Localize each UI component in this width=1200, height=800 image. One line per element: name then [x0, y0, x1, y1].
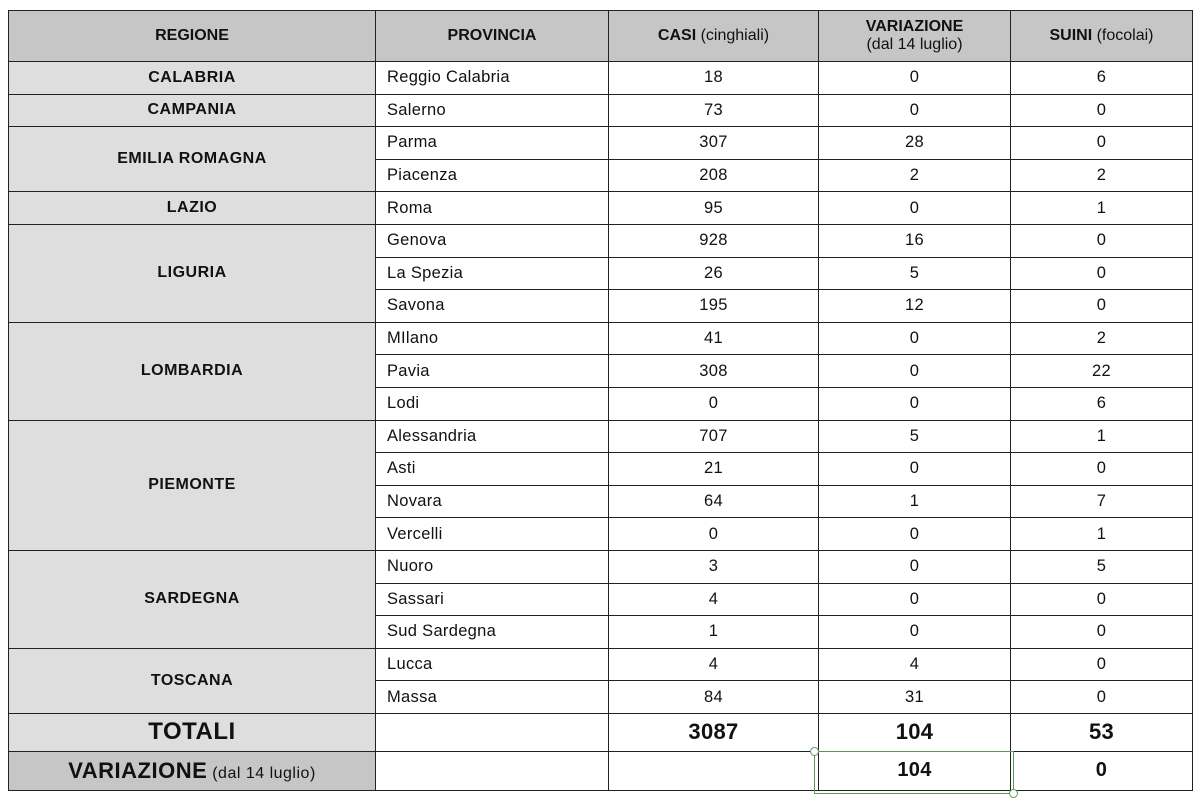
provincia-cell[interactable]: Nuoro [376, 550, 609, 583]
suini-cell[interactable]: 1 [1011, 420, 1193, 453]
table-row [9, 192, 1193, 225]
header-row [9, 11, 1193, 62]
variazione-cell[interactable]: 16 [819, 224, 1011, 257]
suini-cell[interactable]: 1 [1011, 192, 1193, 225]
provincia-cell[interactable]: Sud Sardegna [376, 616, 609, 649]
region-cell[interactable]: EMILIA ROMAGNA [9, 127, 376, 192]
casi-cell[interactable]: 26 [609, 257, 819, 290]
casi-cell[interactable]: 0 [609, 518, 819, 551]
region-cell[interactable]: LOMBARDIA [9, 322, 376, 420]
casi-cell[interactable]: 707 [609, 420, 819, 453]
casi-cell[interactable]: 307 [609, 127, 819, 160]
casi-cell[interactable]: 4 [609, 648, 819, 681]
suini-cell[interactable]: 22 [1011, 355, 1193, 388]
casi-cell[interactable]: 3 [609, 550, 819, 583]
region-cell[interactable]: TOSCANA [9, 648, 376, 713]
table-row [9, 550, 1193, 583]
casi-cell[interactable]: 21 [609, 453, 819, 486]
region-cell[interactable]: LIGURIA [9, 224, 376, 322]
suini-cell[interactable]: 0 [1011, 648, 1193, 681]
region-cell[interactable]: PIEMONTE [9, 420, 376, 550]
provincia-cell[interactable]: Asti [376, 453, 609, 486]
provincia-cell[interactable]: Novara [376, 485, 609, 518]
casi-cell[interactable]: 208 [609, 159, 819, 192]
table-row [9, 648, 1193, 681]
table-body [9, 62, 1193, 791]
suini-cell[interactable]: 0 [1011, 257, 1193, 290]
suini-cell[interactable]: 0 [1011, 290, 1193, 323]
header-regione: REGIONE [9, 11, 376, 62]
variazione-cell[interactable]: 0 [819, 550, 1011, 583]
provincia-cell[interactable]: Lucca [376, 648, 609, 681]
asf-cases-table [8, 10, 1193, 791]
variazione-label: VARIAZIONE (dal 14 luglio) [9, 751, 376, 790]
table-row [9, 420, 1193, 453]
casi-cell[interactable]: 195 [609, 290, 819, 323]
totali-row [9, 713, 1193, 751]
casi-cell[interactable]: 41 [609, 322, 819, 355]
region-cell[interactable]: SARDEGNA [9, 550, 376, 648]
suini-cell[interactable]: 0 [1011, 453, 1193, 486]
table-row [9, 94, 1193, 127]
variazione-provincia[interactable] [376, 751, 609, 790]
suini-cell[interactable]: 0 [1011, 681, 1193, 714]
header-suini: SUINI (focolai) [1011, 11, 1193, 62]
suini-cell[interactable]: 0 [1011, 583, 1193, 616]
suini-cell[interactable]: 0 [1011, 94, 1193, 127]
casi-cell[interactable]: 64 [609, 485, 819, 518]
header-variazione: VARIAZIONE (dal 14 luglio) [819, 11, 1011, 62]
provincia-cell[interactable]: Alessandria [376, 420, 609, 453]
provincia-cell[interactable]: Sassari [376, 583, 609, 616]
table-row [9, 322, 1193, 355]
suini-cell[interactable]: 1 [1011, 518, 1193, 551]
provincia-cell[interactable]: Roma [376, 192, 609, 225]
variazione-cell[interactable]: 0 [819, 616, 1011, 649]
provincia-cell[interactable]: MIlano [376, 322, 609, 355]
suini-cell[interactable]: 6 [1011, 62, 1193, 95]
variazione-row [9, 751, 1193, 790]
variazione-cell[interactable]: 0 [819, 62, 1011, 95]
provincia-cell[interactable]: Vercelli [376, 518, 609, 551]
suini-cell[interactable]: 0 [1011, 224, 1193, 257]
suini-cell[interactable]: 0 [1011, 616, 1193, 649]
provincia-cell[interactable]: La Spezia [376, 257, 609, 290]
totali-suini[interactable]: 53 [1011, 713, 1193, 751]
provincia-cell[interactable]: Piacenza [376, 159, 609, 192]
casi-cell[interactable]: 0 [609, 387, 819, 420]
casi-cell[interactable]: 18 [609, 62, 819, 95]
casi-cell[interactable]: 308 [609, 355, 819, 388]
suini-cell[interactable]: 5 [1011, 550, 1193, 583]
table-row [9, 127, 1193, 160]
totali-casi[interactable]: 3087 [609, 713, 819, 751]
provincia-cell[interactable]: Parma [376, 127, 609, 160]
variazione-cell[interactable]: 31 [819, 681, 1011, 714]
provincia-cell[interactable]: Salerno [376, 94, 609, 127]
provincia-cell[interactable]: Savona [376, 290, 609, 323]
casi-cell[interactable]: 4 [609, 583, 819, 616]
variazione-cell[interactable]: 0 [819, 322, 1011, 355]
casi-cell[interactable]: 928 [609, 224, 819, 257]
variazione-cell[interactable]: 0 [819, 518, 1011, 551]
variazione-cell[interactable]: 0 [819, 355, 1011, 388]
variazione-cell[interactable]: 2 [819, 159, 1011, 192]
variazione-cell[interactable]: 0 [819, 94, 1011, 127]
provincia-cell[interactable]: Reggio Calabria [376, 62, 609, 95]
suini-cell[interactable]: 2 [1011, 322, 1193, 355]
provincia-cell[interactable]: Lodi [376, 387, 609, 420]
suini-cell[interactable]: 2 [1011, 159, 1193, 192]
variazione-cell[interactable]: 0 [819, 192, 1011, 225]
variazione-cell[interactable]: 12 [819, 290, 1011, 323]
region-cell[interactable]: CALABRIA [9, 62, 376, 95]
table-row [9, 224, 1193, 257]
casi-cell[interactable]: 95 [609, 192, 819, 225]
header-provincia: PROVINCIA [376, 11, 609, 62]
region-cell[interactable]: LAZIO [9, 192, 376, 225]
totali-provincia[interactable] [376, 713, 609, 751]
casi-cell[interactable]: 84 [609, 681, 819, 714]
variazione-suini[interactable]: 0 [1011, 751, 1193, 790]
variazione-cell[interactable]: 4 [819, 648, 1011, 681]
totali-variazione[interactable]: 104 [819, 713, 1011, 751]
provincia-cell[interactable]: Massa [376, 681, 609, 714]
table-row [9, 62, 1193, 95]
variazione-cell[interactable]: 0 [819, 387, 1011, 420]
variazione-cell[interactable]: 5 [819, 420, 1011, 453]
variazione-cell[interactable]: 5 [819, 257, 1011, 290]
provincia-cell[interactable]: Pavia [376, 355, 609, 388]
provincia-cell[interactable]: Genova [376, 224, 609, 257]
variazione-cell[interactable]: 0 [819, 453, 1011, 486]
variazione-cell[interactable]: 28 [819, 127, 1011, 160]
variazione-variazione-cell[interactable]: 104 [819, 751, 1011, 790]
totali-label: TOTALI [9, 713, 376, 751]
casi-cell[interactable]: 73 [609, 94, 819, 127]
variazione-cell[interactable]: 0 [819, 583, 1011, 616]
suini-cell[interactable]: 0 [1011, 127, 1193, 160]
casi-cell[interactable]: 1 [609, 616, 819, 649]
suini-cell[interactable]: 7 [1011, 485, 1193, 518]
suini-cell[interactable]: 6 [1011, 387, 1193, 420]
variazione-cell[interactable]: 1 [819, 485, 1011, 518]
header-casi: CASI (cinghiali) [609, 11, 819, 62]
region-cell[interactable]: CAMPANIA [9, 94, 376, 127]
variazione-casi[interactable] [609, 751, 819, 790]
